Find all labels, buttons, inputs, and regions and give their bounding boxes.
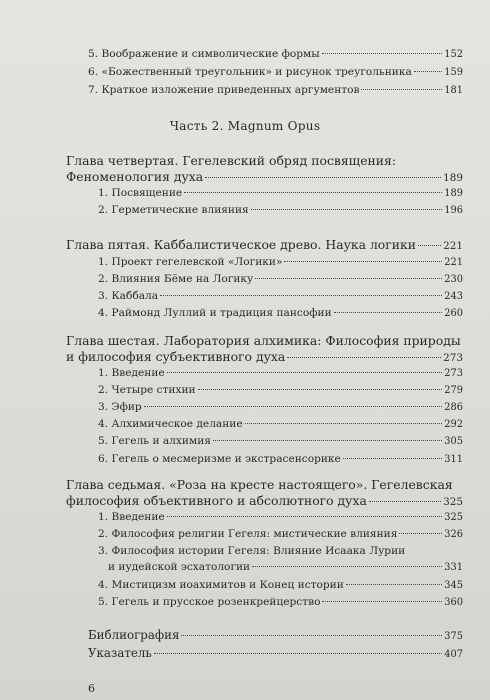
toc-entry-page: 325: [444, 512, 463, 523]
toc-entry-label: 2. Четыре стихии: [98, 384, 196, 396]
dot-leader: [284, 261, 442, 262]
dot-leader: [346, 584, 442, 585]
toc-entry-page: 286: [444, 402, 463, 413]
toc-entry-label: 2. Герметические влияния: [98, 204, 249, 216]
toc-entry-page: 181: [444, 85, 463, 96]
chapter-page: 325: [443, 496, 463, 508]
toc-entry-label: Указатель: [88, 646, 152, 660]
toc-entry-page: 407: [444, 649, 463, 660]
dot-leader: [245, 423, 443, 424]
toc-entry: [98, 384, 463, 397]
toc-entry: [98, 204, 463, 217]
dot-leader: [144, 406, 443, 407]
part-title: Часть 2. Magnum Opus: [169, 119, 321, 133]
toc-entry-page: 243: [444, 291, 463, 302]
toc-entry-page: 221: [444, 257, 463, 268]
dot-leader: [205, 177, 441, 178]
toc-entry-page: 230: [444, 274, 463, 285]
toc-entry: [98, 367, 463, 380]
dot-leader: [160, 295, 442, 296]
toc-entry-page: 196: [444, 205, 463, 216]
toc-entry-label: 1. Посвящение: [98, 187, 183, 199]
dot-leader: [369, 501, 441, 502]
toc-entry-label: 6. «Божественный треугольник» и рисунок треугольника: [88, 66, 412, 78]
toc-entry: [98, 187, 463, 200]
toc-entry-page: 375: [444, 631, 463, 642]
dot-leader: [252, 566, 442, 567]
toc-entry-label: 3. Каббала: [98, 290, 159, 302]
toc-entry-page: 273: [444, 368, 463, 379]
toc-entry: [98, 418, 463, 431]
toc-entry: [88, 84, 463, 97]
chapter-entry: [66, 169, 463, 186]
dot-leader: [334, 312, 443, 313]
dot-leader: [255, 278, 442, 279]
toc-entry-label: 5. Гегель и прусское розенкрейцерство: [98, 596, 321, 608]
toc-entry-page: 305: [444, 436, 463, 447]
toc-entry: [98, 256, 463, 269]
toc-entry-label: 7. Краткое изложение приведенных аргументов: [88, 84, 360, 96]
dot-leader: [181, 635, 442, 636]
toc-entry-label: 4. Раймонд Луллий и традиция пансофии: [98, 307, 332, 319]
chapter-title: Глава седьмая. «Роза на кресте настоящего». Гегелевская: [66, 477, 453, 492]
chapter-page: 273: [443, 352, 463, 364]
toc-entry-page: 292: [444, 419, 463, 430]
toc-entry: [98, 290, 463, 303]
toc-entry-label: 4. Мистицизм иоахимитов и Конец истории: [98, 579, 344, 591]
dot-leader: [184, 192, 442, 193]
dot-leader: [343, 458, 442, 459]
toc-entry: [98, 273, 463, 286]
chapter-title-cont: Феноменология духа: [66, 169, 204, 184]
dot-leader: [213, 440, 442, 441]
chapter-title-cont: и философия субъективного духа: [66, 349, 286, 364]
dot-leader: [361, 89, 442, 90]
dot-leader: [167, 372, 443, 373]
chapter-entry: [66, 237, 463, 254]
toc-entry: [98, 579, 463, 592]
toc-entry-label: 5. Воображение и символические формы: [88, 48, 320, 60]
toc-entry-label: 6. Гегель о месмеризме и экстрасенсорике: [98, 453, 341, 465]
dot-leader: [154, 653, 442, 654]
dot-leader: [322, 53, 443, 54]
dot-leader: [198, 389, 443, 390]
toc-entry: [98, 511, 463, 524]
chapter-entry: [66, 493, 463, 510]
toc-entry-label: 5. Гегель и алхимия: [98, 435, 211, 447]
toc-entry-index: [88, 646, 463, 662]
chapter-title: Глава шестая. Лаборатория алхимика: Философия природы: [66, 333, 461, 348]
toc-entry: [98, 401, 463, 414]
toc-entry-page: 331: [444, 562, 463, 573]
toc-entry-page: 260: [444, 308, 463, 319]
toc-entry-page: 326: [444, 529, 463, 540]
chapter-entry: [66, 349, 463, 366]
toc-entry-page: 159: [444, 67, 463, 78]
toc-entry-page: 152: [444, 49, 463, 60]
toc-entry: [98, 453, 463, 466]
toc-entry-page: 189: [444, 188, 463, 199]
dot-leader: [287, 357, 441, 358]
toc-entry-label: 1. Введение: [98, 511, 165, 523]
dot-leader: [251, 209, 443, 210]
dot-leader: [399, 533, 442, 534]
dot-leader: [414, 71, 442, 72]
toc-entry-label: 2. Влияния Бёме на Логику: [98, 273, 254, 285]
toc-entry: [108, 561, 463, 574]
toc-entry-page: 345: [444, 580, 463, 591]
chapter-title-cont: философия объективного и абсолютного духа: [66, 493, 367, 508]
toc-entry-label: 3. Эфир: [98, 401, 142, 413]
toc-entry-bibliography: [88, 628, 463, 644]
chapter-title: Глава пятая. Каббалистическое древо. Наука логики: [66, 237, 417, 252]
toc-entry-label: 4. Алхимическое делание: [98, 418, 243, 430]
toc-entry-label: 1. Введение: [98, 367, 165, 379]
toc-entry: [98, 528, 463, 541]
toc-entry-page: 279: [444, 385, 463, 396]
toc-entry: [98, 596, 463, 609]
dot-leader: [322, 601, 442, 602]
chapter-page: 221: [443, 240, 463, 252]
toc-entry: [98, 435, 463, 448]
toc-entry: [88, 66, 463, 79]
toc-entry-label: 2. Философия религии Гегеля: мистические влияния: [98, 528, 398, 540]
toc-entry-page: 311: [444, 454, 463, 465]
toc-entry: [98, 307, 463, 320]
toc-entry-label-cont: и иудейской эсхатологии: [108, 561, 251, 573]
toc-entry-label: Библиография: [88, 628, 180, 642]
toc-entry-page: 360: [444, 597, 463, 608]
toc-entry-label: 1. Проект гегелевской «Логики»: [98, 256, 283, 268]
dot-leader: [418, 245, 441, 246]
chapter-title: Глава четвертая. Гегелевский обряд посвящения:: [66, 153, 397, 168]
toc-entry-label: 3. Философия истории Гегеля: Влияние Исаака Лурии: [98, 545, 406, 557]
toc-entry: [88, 48, 463, 61]
chapter-page: 189: [443, 172, 463, 184]
dot-leader: [167, 516, 443, 517]
page-number: 6: [88, 682, 95, 695]
